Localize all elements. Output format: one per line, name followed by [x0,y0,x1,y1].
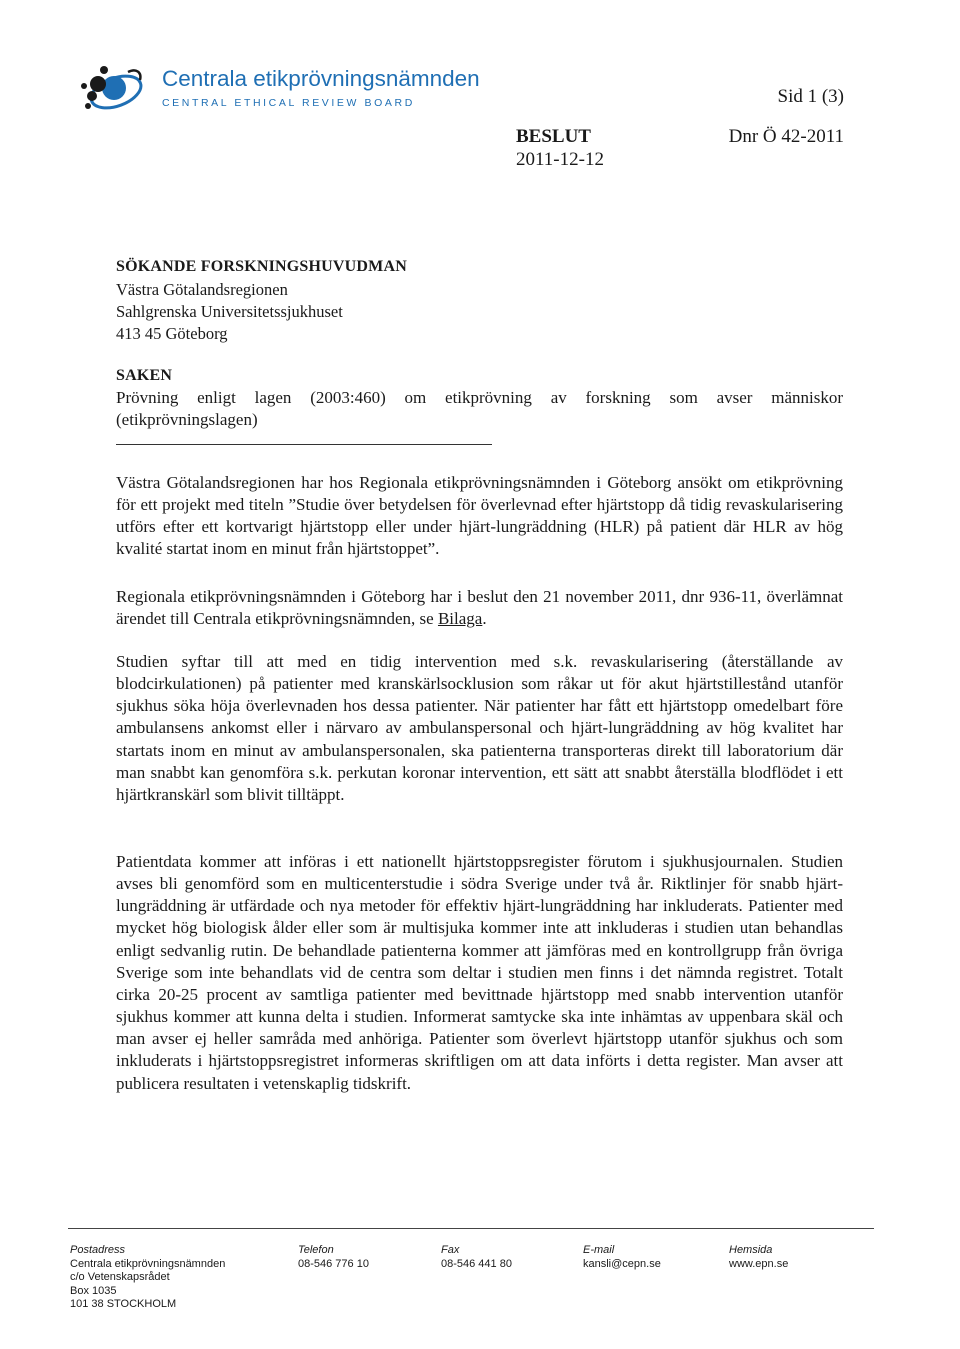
cepn-logo-icon [78,60,150,114]
footer-phone [298,1244,369,1271]
footer-postal-label: Postadress [70,1244,126,1256]
footer-website [729,1244,788,1271]
footer-email [583,1244,661,1271]
doc-date: 2011-12-12 [516,149,604,170]
paragraph-patient-data: Patientdata kommer att införas i ett nationellt hjärtstoppsregister förutom i sjukhusjournalen. Studien avses bli genomförd som en multicenterstudie i södra Sverige under två år. Riktlinjer för snabb hjärt-lungräddning är utfärdade och nya metoder för effektiv hjärt-lungräddning har inkluderats. Patienter med mycket hög biologisk ålder eller som är multisjuka kommer inte att inkluderas i studien utan behandlas enligt sedvanlig rutin. De behandlade patienterna kommer att jämföras med en kontrollgrupp från övriga Sverige som inte behandlats vid de centra som deltar i studien men finns i det nämnda registret. Totalt cirka 20-25 procent av samtliga patienter med bevittnade hjärtstopp med snabb intervention utanför sjukhus kommer att kunna delta i studien. Informerat samtycke ska inte inhämtas av uppenbara skäl och man avser ej heller samråda med anhöriga. Patienter som överlevt hjärtstopp utanför sjukhus och som inkluderats i hjärtstoppsregistret informeras skriftligen om att data införts i detta register. Man avser att publicera resultaten i vetenskaplig tidskrift. [116,852,843,1093]
footer-website-value[interactable]: www.epn.se [729,1257,789,1270]
subject-text: Prövning enligt lagen (2003:460) om etikprövning av forskning som avser människor (etikprövningslagen) [116,388,843,430]
divider [116,444,492,445]
applicant-line: Sahlgrenska Universitetssjukhuset [116,302,343,321]
footer-postal-line: c/o Vetenskapsrådet [70,1271,170,1284]
applicant-heading: SÖKANDE FORSKNINGSHUVUDMAN [116,258,407,275]
footer-website-label: Hemsida [729,1244,773,1256]
paragraph-referral: Regionala etikprövningsnämnden i Göteborg har i beslut den 21 november 2011, dnr 936-11, överlämnat ärendet till Centrala etikprövningsnämnden, se Bilaga. [116,587,843,629]
footer-divider [68,1228,874,1229]
footer-postal [70,1244,225,1312]
bilaga-link[interactable]: Bilaga [437,609,483,629]
org-name: Centrala etikprövningsnämnden [162,66,480,91]
footer-email-value[interactable]: kansli@cepn.se [583,1257,661,1270]
footer-email-label: E-mail [583,1244,615,1256]
footer-postal-line: 101 38 STOCKHOLM [70,1298,177,1311]
paragraph-application: Västra Götalandsregionen har hos Regionala etikprövningsnämnden i Göteborg ansökt om etikprövning för ett projekt med titeln ”Studie över betydelsen för överlevnad efter hjärtstopp då tidig revaskularisering utförs efter ett kortvarigt hjärtstopp eller under hjärt-lungräddning (HLR) på patient där HLR av hög kvalité startat inom en minut från hjärtstoppet”. [116,473,843,559]
doc-type: BESLUT [516,126,591,147]
footer-fax-label: Fax [441,1244,460,1256]
applicant-line: Västra Götalandsregionen [116,280,288,299]
page-indicator: Sid 1 (3) [777,86,844,107]
paragraph-study-aim: Studien syftar till att med en tidig intervention med s.k. revaskularisering (återställande av blodcirkulationen) på patienter med kranskärlsocklusion som råkar ut för akut hjärtstillestånd utanför sjukhus söka höja överlevnaden hos dessa patienter. När patienter har fått ett hjärtstopp omedelbart före ambulansens ankomst eller i närvaro av ambulanspersonal och hjärt-lungräddning av hög kvalitet har startats inom en minut av ambulanspersonalen, ska patienterna transporteras direkt till laboratorium där man snabbt kan genomföra s.k. perkutan koronar intervention, ett sätt att snabbt återställa blodflödet i ett hjärtkranskärl som blivit tilltäppt. [116,652,843,804]
footer-postal-line: Box 1035 [70,1284,117,1297]
footer-phone-label: Telefon [298,1244,334,1256]
doc-reference: Dnr Ö 42-2011 [728,126,844,147]
applicant-line: 413 45 Göteborg [116,324,228,343]
footer-phone-value: 08-546 776 10 [298,1257,369,1270]
footer-postal-line: Centrala etikprövningsnämnden [70,1257,226,1270]
footer-fax [441,1244,512,1271]
org-subtitle: CENTRAL ETHICAL REVIEW BOARD [162,97,415,109]
subject-heading: SAKEN [116,367,173,384]
footer-fax-value: 08-546 441 80 [441,1257,512,1270]
